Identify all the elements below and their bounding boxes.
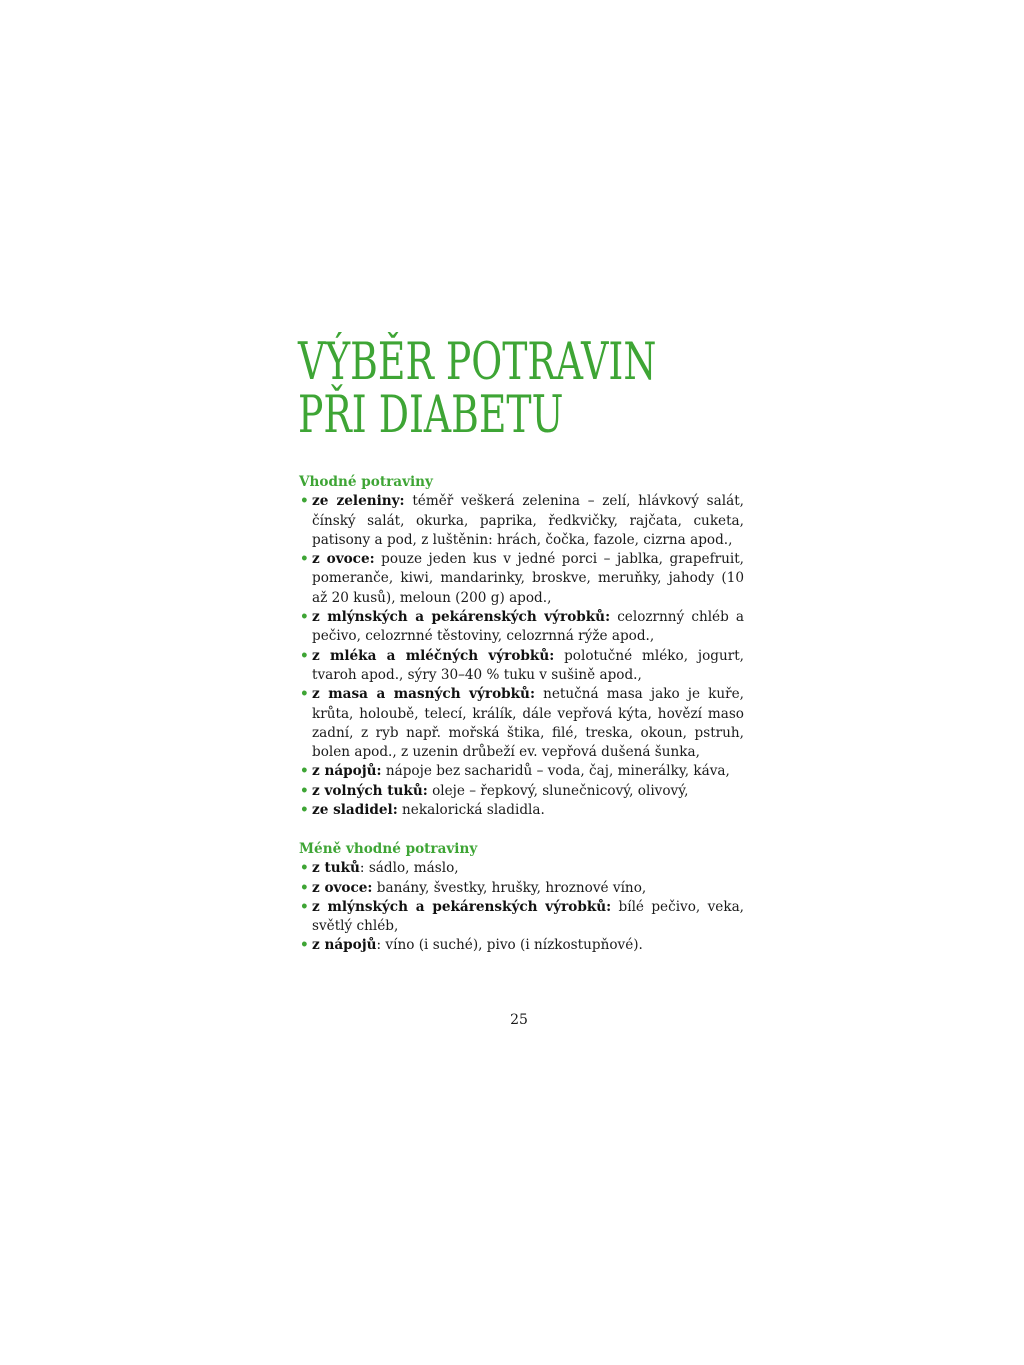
list-item	[299, 898, 744, 937]
bullet-icon: •	[300, 647, 309, 664]
bullet-icon: •	[300, 551, 309, 568]
bullet-icon: •	[300, 686, 309, 703]
list-item	[299, 782, 744, 801]
bullet-icon: •	[300, 860, 309, 877]
bullet-icon: •	[300, 609, 309, 626]
list-item	[299, 936, 744, 955]
item-label: z mléka a mléčných výrobků:	[312, 647, 555, 664]
item-text: nápoje bez sacharidů – voda, čaj, minerálky, káva,	[381, 763, 730, 780]
item-text: banány, švestky, hrušky, hroznové víno,	[372, 879, 647, 896]
bullet-icon: •	[300, 493, 309, 510]
item-text: celozrnný chléb a pečivo, celozrnné těstoviny, celozrnná rýže apod.,	[312, 609, 744, 645]
item-label: ze zeleniny:	[312, 493, 405, 510]
bullet-icon: •	[300, 898, 309, 915]
item-label: z ovoce:	[312, 879, 373, 896]
food-list	[299, 859, 744, 955]
bullet-icon: •	[300, 763, 309, 780]
list-item	[299, 859, 744, 878]
section-less-suitable-foods	[299, 840, 744, 956]
item-label: z nápojů:	[312, 763, 382, 780]
section-suitable-foods	[299, 473, 744, 820]
item-text: : sádlo, máslo,	[359, 860, 459, 877]
list-item	[299, 492, 744, 550]
item-label: z mlýnských a pekárenských výrobků:	[312, 609, 611, 626]
list-item	[299, 647, 744, 686]
food-list	[299, 492, 744, 820]
item-text: nekalorická sladidla.	[397, 802, 545, 819]
section-heading: Méně vhodné potraviny	[299, 841, 478, 857]
item-text: polotučné mléko, jogurt, tvaroh apod., sýry 30–40 % tuku v sušině apod.,	[312, 647, 744, 683]
item-text: netučná masa jako je kuře, krůta, holoubě, telecí, králík, dále vepřová kýta, hovězí maso zadní, z ryb např. mořská štika, filé, treska, okoun, pstruh, bolen apod., z uzenin drůbeží ev. vepřová dušená šunka,	[312, 686, 745, 761]
bullet-icon: •	[300, 937, 309, 954]
item-text: bílé pečivo, veka, světlý chléb,	[312, 898, 744, 935]
item-text: téměř veškerá zelenina – zelí, hlávkový salát, čínský salát, okurka, paprika, ředkvičky, rajčata, cuketa, patisony a pod, z luštěnin: hrách, čočka, fazole, cizrna apod.,	[312, 493, 744, 548]
item-label: z mlýnských a pekárenských výrobků:	[312, 898, 612, 915]
page-number: 25	[510, 1012, 528, 1028]
item-label: z masa a masných výrobků:	[312, 686, 535, 703]
item-label: z nápojů	[312, 937, 377, 954]
bullet-icon: •	[300, 782, 309, 799]
item-text: oleje – řepkový, slunečnicový, olivový,	[427, 782, 689, 799]
list-item	[299, 550, 744, 608]
list-item	[299, 879, 744, 898]
item-label: z ovoce:	[312, 551, 375, 568]
list-item	[299, 762, 744, 781]
list-item	[299, 801, 744, 820]
item-text: : víno (i suché), pivo (i nízkostupňové).	[376, 937, 643, 954]
item-label: z tuků	[312, 860, 360, 877]
page-title-line-2: PŘI DIABETU	[298, 386, 564, 445]
page-title-line-1: VÝBĚR POTRAVIN	[298, 333, 657, 392]
item-text: pouze jeden kus v jedné porci – jablka, grapefruit, pomeranče, kiwi, mandarinky, broskve, meruňky, jahody (10 až 20 kusů), meloun (200 g) apod.,	[312, 551, 744, 606]
bullet-icon: •	[300, 879, 309, 896]
section-heading: Vhodné potraviny	[299, 474, 433, 490]
item-label: z volných tuků:	[312, 782, 428, 799]
list-item	[299, 685, 744, 762]
bullet-icon: •	[300, 802, 309, 819]
item-label: ze sladidel:	[312, 802, 398, 819]
page-title	[298, 333, 657, 445]
list-item	[299, 608, 744, 647]
